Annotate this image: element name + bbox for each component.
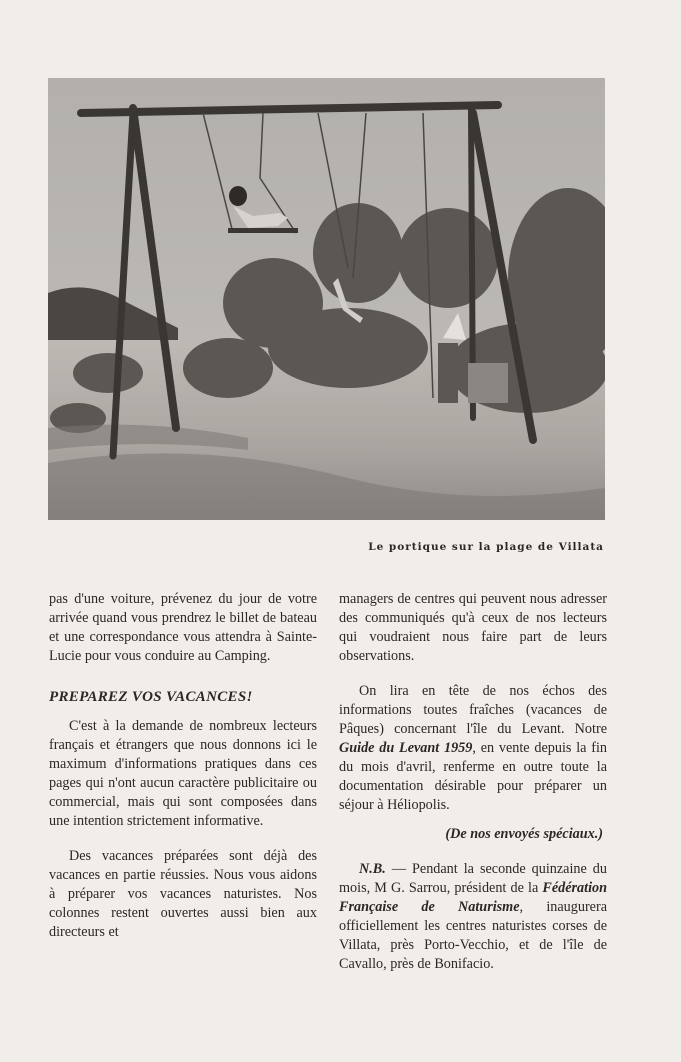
swing-set-photo [48, 78, 605, 520]
right-paragraph-2-text-a: On lira en tête de nos échos des informations toutes fraîches (vacances de Pâques) concernant l'île du Levant. Notre [339, 683, 607, 737]
guide-title: Guide du Levant 1959 [339, 740, 473, 756]
right-paragraph-2 [339, 682, 607, 815]
photo-caption: Le portique sur la plage de Villata [368, 541, 604, 553]
right-paragraph-1: managers de centres qui peuvent nous adresser des communiqués qu'à ceux de nos lecteurs qui voudraient nous faire part de leurs observations. [339, 591, 607, 664]
photo-illustration [48, 78, 605, 520]
nb-paragraph [339, 860, 607, 974]
nb-text-b: , inaugurera officiellement les centres naturistes corses de Villata, près Porto-Vecchio, et de l'île de Cavallo, près de Bonifacio. [339, 899, 607, 972]
right-paragraph-2-text-b: , en vente depuis la fin du mois d'avril, renferme en outre toute la documentation désirable pour préparer un séjour à Héliopolis. [339, 740, 608, 813]
nb-label: N.B. [359, 861, 386, 877]
right-column [339, 590, 607, 974]
signature: (De nos envoyés spéciaux.) [445, 826, 603, 842]
federation-name: Fédération Française de Naturisme [339, 880, 607, 915]
left-column [49, 590, 317, 942]
left-paragraph-3: Des vacances préparées sont déjà des vacances en partie réussies. Nous vous aidons à préparer vos vacances naturistes. Nos colonnes restent ouvertes aussi bien aux directeurs et [49, 848, 317, 940]
nb-text-a: — Pendant la seconde quinzaine du mois, M G. Sarrou, président de la [339, 861, 607, 896]
left-paragraph-2: C'est à la demande de nombreux lecteurs français et étrangers que nous donnons ici le maximum d'informations pratiques dans ces pages qui n'ont aucun caractère publicitaire ou commercial, mais qui sont composées dans une intention strictement informative. [49, 718, 317, 829]
left-paragraph-1: pas d'une voiture, prévenez du jour de votre arrivée quand vous prendrez le billet de bateau et une correspondance vous attendra à Sainte-Lucie pour vous conduire au Camping. [49, 591, 317, 664]
section-heading: PREPAREZ VOS VACANCES! [49, 689, 253, 705]
